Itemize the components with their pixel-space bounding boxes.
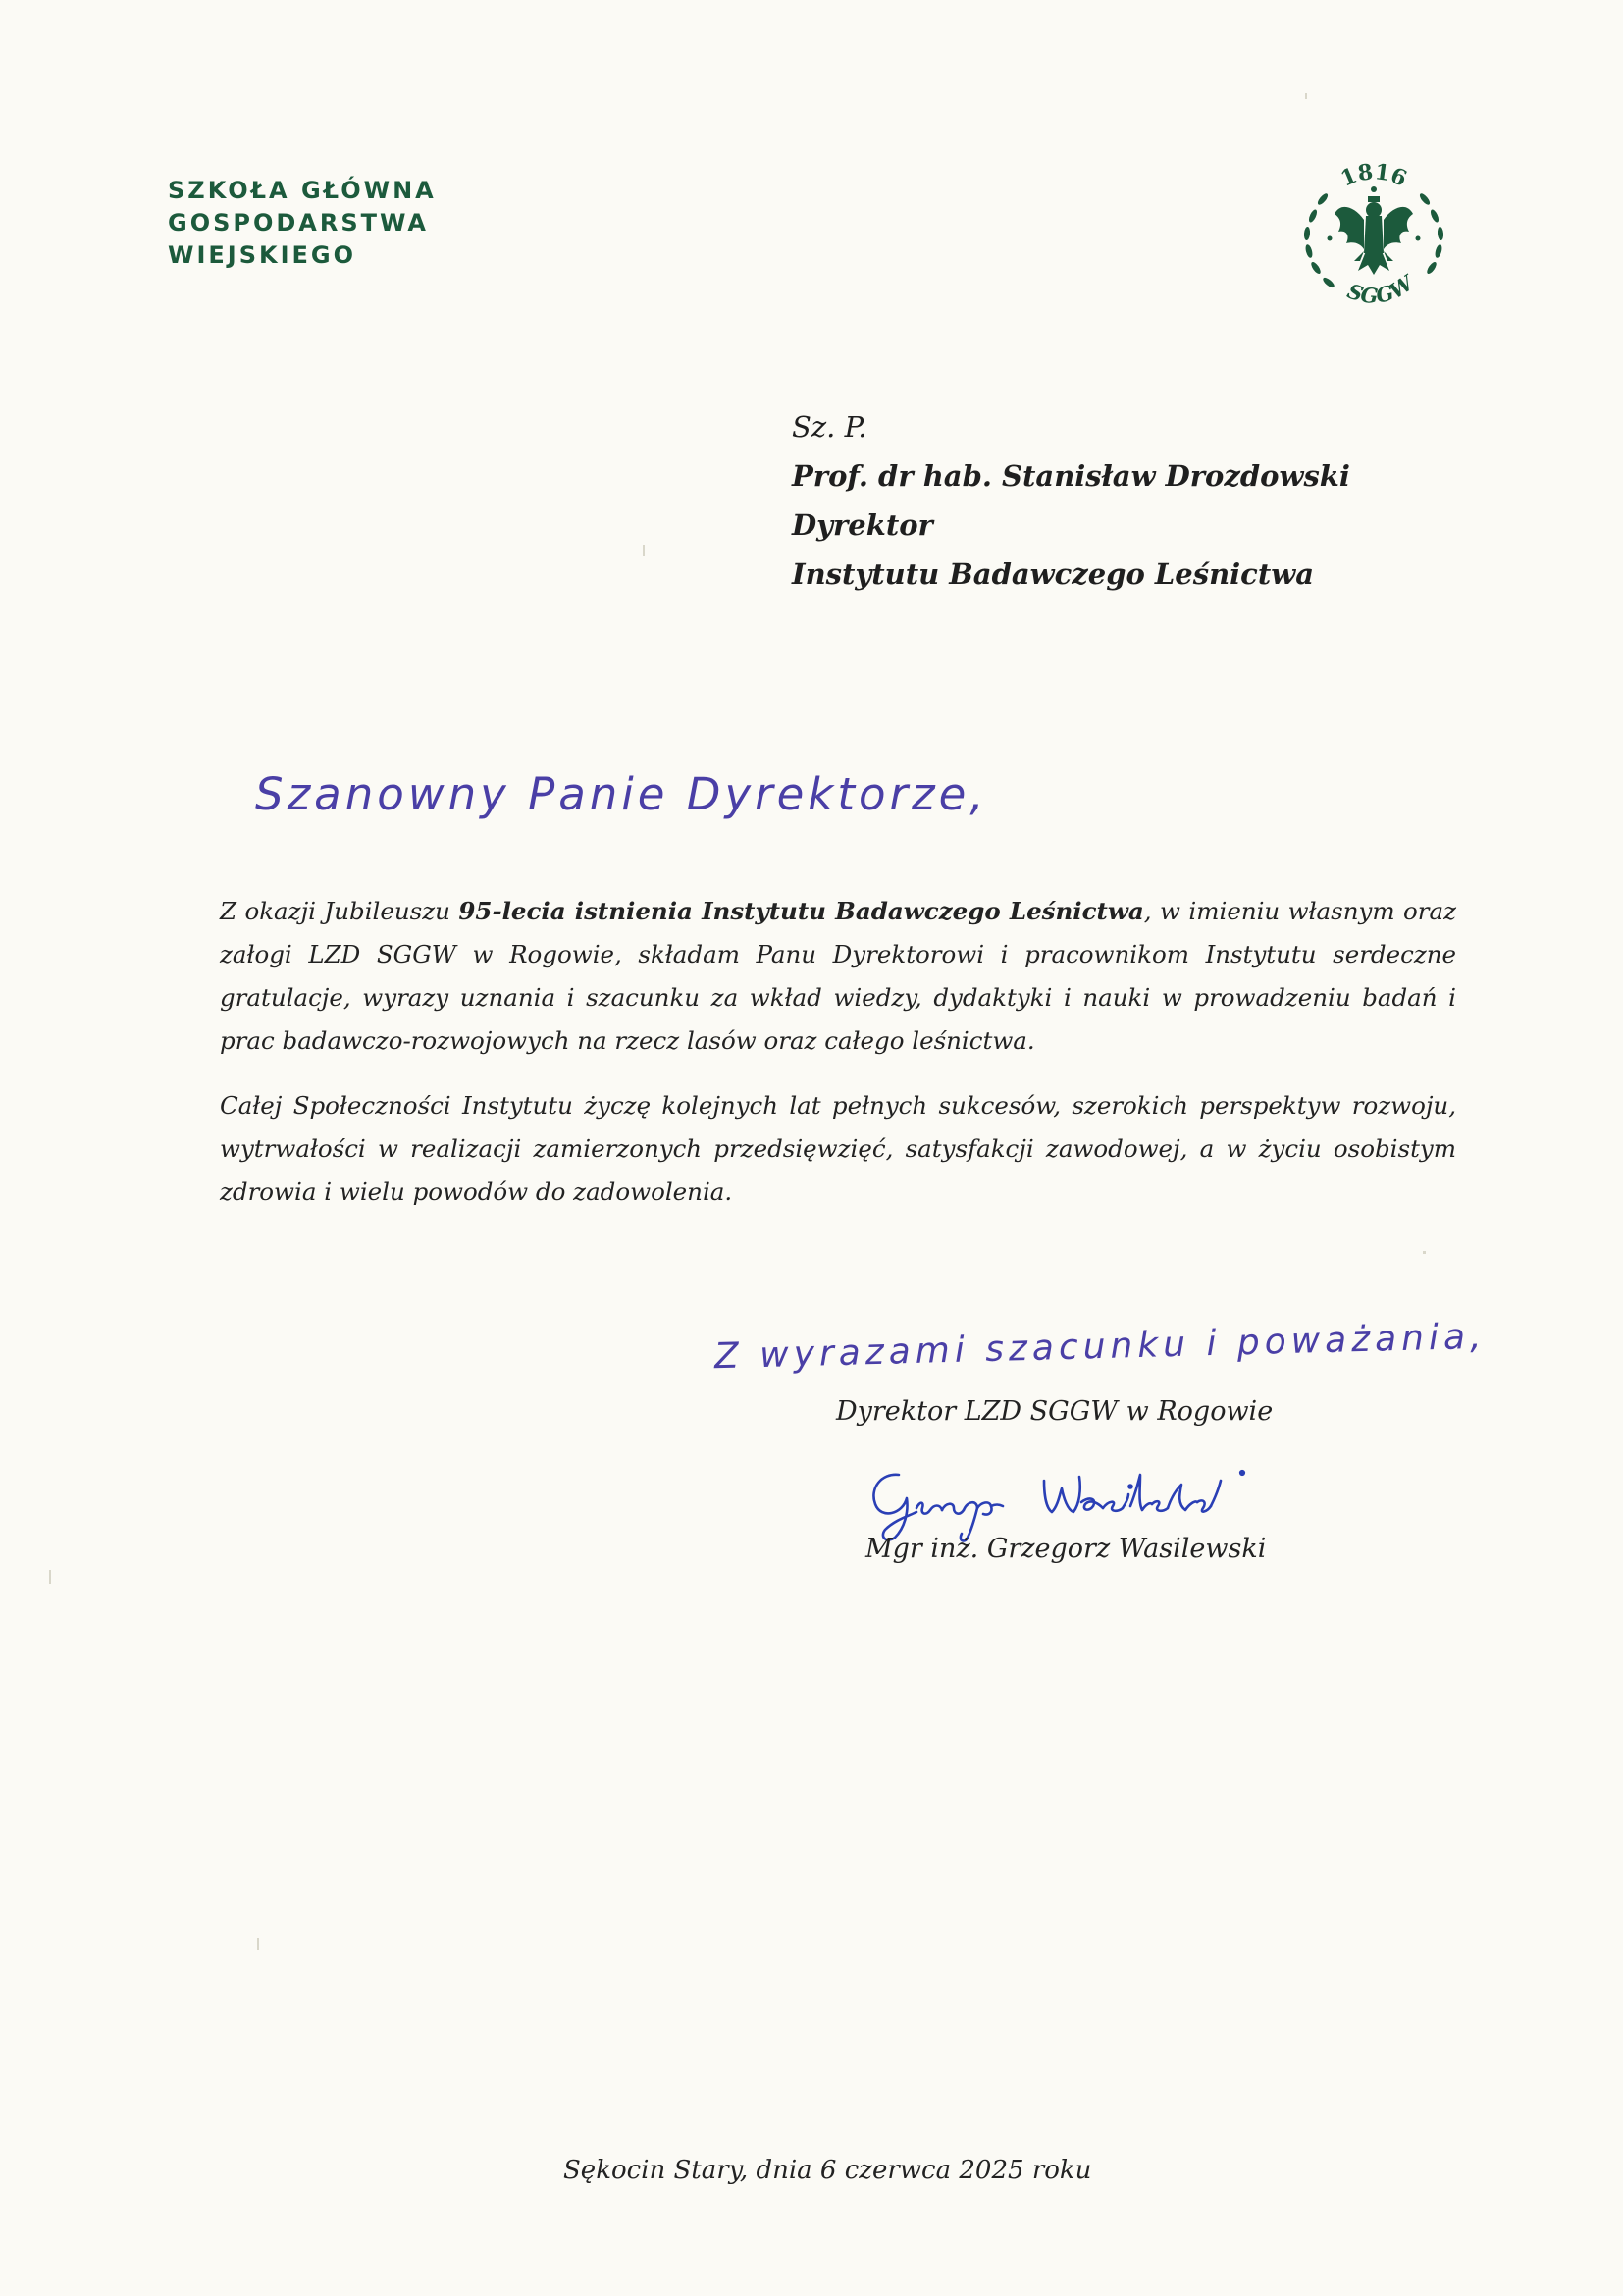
salutation: Szanowny Panie Dyrektorze, — [255, 768, 988, 820]
eagle-shape — [1335, 196, 1413, 275]
closing-line: Z wyrazami szacunku i poważania, — [713, 1316, 1487, 1378]
place-and-date: Sękocin Stary, dnia 6 czerwca 2025 roku — [563, 2156, 1092, 2185]
signatory-title: Dyrektor LZD SGGW w Rogowie — [836, 1396, 1274, 1427]
recipient-institution: Instytutu Badawczego Leśnictwa — [792, 557, 1314, 591]
institution-name-line: WIEJSKIEGO — [168, 241, 357, 269]
body-paragraph — [220, 890, 1456, 1063]
laurel-left — [1303, 192, 1335, 289]
svg-text:SGGW — [1344, 269, 1420, 308]
emblem-abbreviation: SGGW — [1343, 270, 1418, 309]
recipient-name: Prof. dr hab. Stanisław Drozdowski — [792, 459, 1350, 493]
institution-name-line: GOSPODARSTWA — [168, 209, 429, 236]
eagle-emblem-icon — [1285, 145, 1462, 322]
body-paragraph-rest: , w imieniu własnym oraz załogi LZD SGGW w Rogowie, składam Panu Dyrektorowi i pracownikom Instytutu serdeczne gratulacje, wyrazy uznania i szacunku za wkład wiedzy, dydaktyki i nauki w prowadzeniu badań i prac badawczo-rozwojowych na rzecz lasów oraz całego leśnictwa. — [220, 897, 1456, 1055]
paper-speck — [1423, 1251, 1426, 1254]
handwritten-signature — [852, 1447, 1313, 1545]
recipient-honorific: Sz. P. — [792, 410, 867, 444]
laurel-right — [1418, 192, 1443, 276]
body-paragraph-highlight: 95-lecia istnienia Instytutu Badawczego Leśnictwa — [458, 897, 1144, 925]
recipient-position: Dyrektor — [792, 508, 933, 542]
signatory-name: Mgr inż. Grzegorz Wasilewski — [865, 1534, 1267, 1564]
body-paragraph-lead: Z okazji Jubileuszu — [220, 897, 459, 925]
body-paragraph: Całej Społeczności Instytutu życzę kolejnych lat pełnych sukcesów, szerokich perspektyw rozwoju, wytrwałości w realizacji zamierzonych przedsięwzięć, satysfakcji zawodowej, a w życiu osobistym zdrowia i wielu powodów do zadowolenia. — [220, 1091, 1456, 1206]
emblem-year: 1816 — [1336, 159, 1411, 192]
institution-name-line: SZKOŁA GŁÓWNA — [168, 177, 437, 204]
recipient-block — [792, 402, 1350, 599]
letter-body — [220, 890, 1456, 1214]
paper-speck — [1305, 93, 1307, 99]
institution-name — [168, 175, 437, 272]
paper-speck — [49, 1570, 51, 1584]
paper-speck — [643, 545, 645, 556]
paper-speck — [257, 1938, 259, 1950]
